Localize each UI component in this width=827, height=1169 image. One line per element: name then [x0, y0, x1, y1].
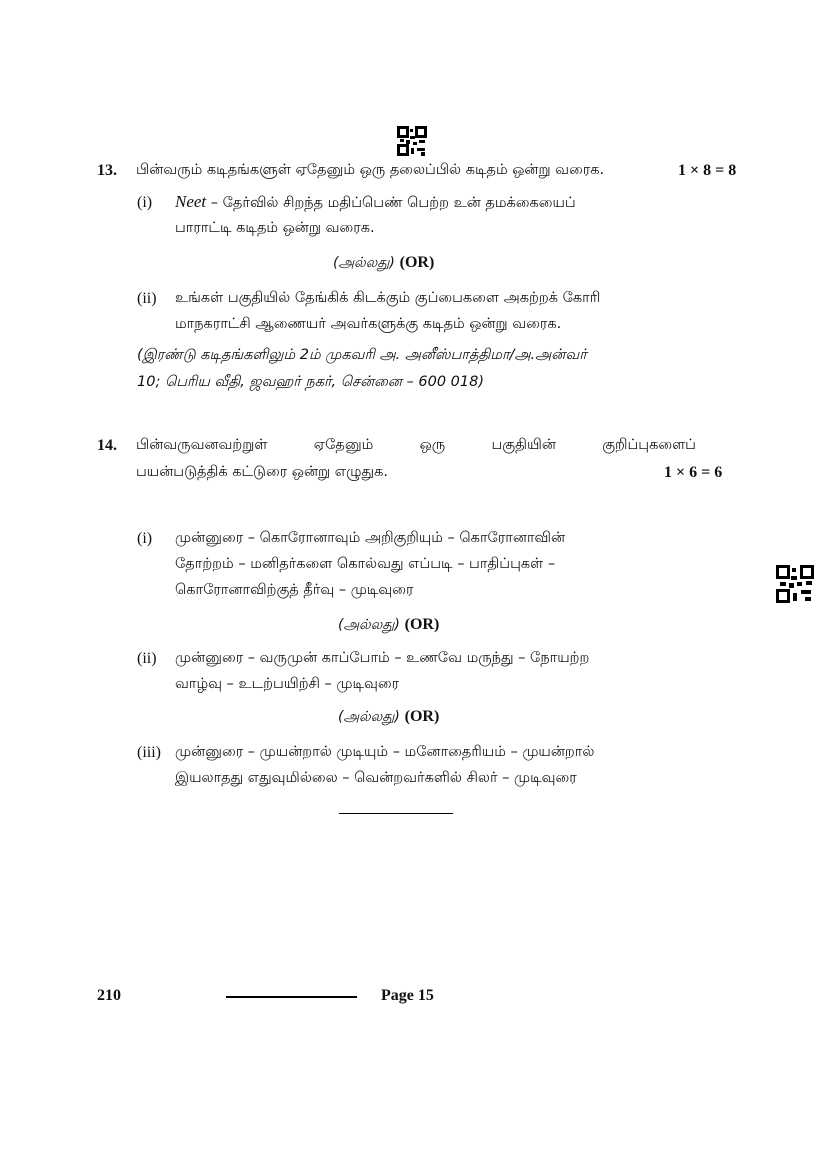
q14-line2: பயன்படுத்திக் கட்டுரை ஒன்று எழுதுக.: [136, 464, 389, 480]
or-english: (OR): [399, 254, 435, 271]
q14-item-iii-label: (iii): [137, 744, 161, 761]
or-separator-3: [338, 707, 439, 727]
q14-word: ஒரு: [419, 437, 446, 453]
or-tamil: (அல்லது): [333, 255, 395, 271]
q13-item-ii-line1: உங்கள் பகுதியில் தேங்கிக் கிடக்கும் குப்பைகளை அகற்றக் கோரி: [175, 290, 601, 306]
q14-item-ii-line2: வாழ்வு – உடற்பயிற்சி – முடிவுரை: [175, 676, 400, 692]
or-separator-1: [333, 253, 434, 273]
qr-code-top: [397, 126, 427, 156]
or-separator-2: [338, 615, 439, 635]
q14-line1: [136, 432, 696, 458]
q14-item-i-line1: முன்னுரை – கொரோனாவும் அறிகுறியும் – கொரோனாவின்: [175, 530, 566, 546]
qr-code-side: [776, 565, 814, 603]
q14-item-iii-line1: முன்னுரை – முயன்றால் முடியும் – மனோதைரியம் – முயன்றால்: [175, 744, 595, 760]
q14-item-iii-line2: இயலாதது எதுவுமில்லை – வென்றவர்களில் சிலர் – முடிவுரை: [175, 770, 577, 786]
q13-number: 13.: [97, 162, 117, 179]
or-tamil: (அல்லது): [338, 617, 400, 633]
q13-item-i-line1: [175, 189, 576, 216]
q14-item-i-line3: கொரோனாவிற்குத் தீர்வு – முடிவுரை: [175, 582, 414, 598]
q14-marks: 1 × 6 = 6: [664, 464, 723, 481]
footer-page-number: Page 15: [381, 987, 434, 1004]
q13-item-ii-label: (ii): [137, 290, 157, 307]
q14-item-ii-line1: முன்னுரை – வருமுன் காப்போம் – உணவே மருந்து – நோயற்ற: [175, 650, 590, 666]
q14-item-i-label: (i): [137, 530, 153, 547]
q14-item-ii-label: (ii): [137, 650, 157, 667]
or-tamil: (அல்லது): [338, 709, 400, 725]
q14-word: பகுதியின்: [491, 437, 556, 453]
q14-word: குறிப்புகளைப்: [602, 437, 696, 453]
footer-rule: [226, 996, 357, 998]
q13-note-line2: 10; பெரிய வீதி, ஜவஹர் நகர், சென்னை – 600 018): [137, 374, 485, 390]
or-english: (OR): [404, 708, 440, 725]
footer-code: 210: [97, 987, 121, 1004]
q13-note-line1: (இரண்டு கடிதங்களிலும் 2ம் முகவரி அ. அனீஸ்பாத்திமா/அ.அன்வர்: [137, 347, 587, 363]
q13-marks: 1 × 8 = 8: [678, 162, 737, 179]
q14-word: பின்வருவனவற்றுள்: [136, 437, 268, 453]
q14-word: ஏதேனும்: [313, 437, 374, 453]
neet-text: Neet: [175, 192, 207, 211]
q13-item-ii-line2: மாநகராட்சி ஆணையர் அவர்களுக்கு கடிதம் ஒன்று வரைக.: [175, 316, 562, 332]
q14-item-i-line2: தோற்றம் – மனிதர்களை கொல்வது எப்படி – பாதிப்புகள் –: [175, 556, 556, 572]
q13-item-i-label: (i): [137, 194, 153, 211]
q13-item-i-text: – தேர்வில் சிறந்த மதிப்பெண் பெற்ற உன் தமக்கையைப்: [206, 195, 576, 211]
section-end-rule: [339, 813, 453, 814]
q14-number: 14.: [97, 437, 117, 454]
q13-question-text: பின்வரும் கடிதங்களுள் ஏதேனும் ஒரு தலைப்பில் கடிதம் ஒன்று வரைக.: [136, 162, 605, 178]
q13-item-i-line2: பாராட்டி கடிதம் ஒன்று வரைக.: [175, 220, 375, 236]
or-english: (OR): [404, 616, 440, 633]
